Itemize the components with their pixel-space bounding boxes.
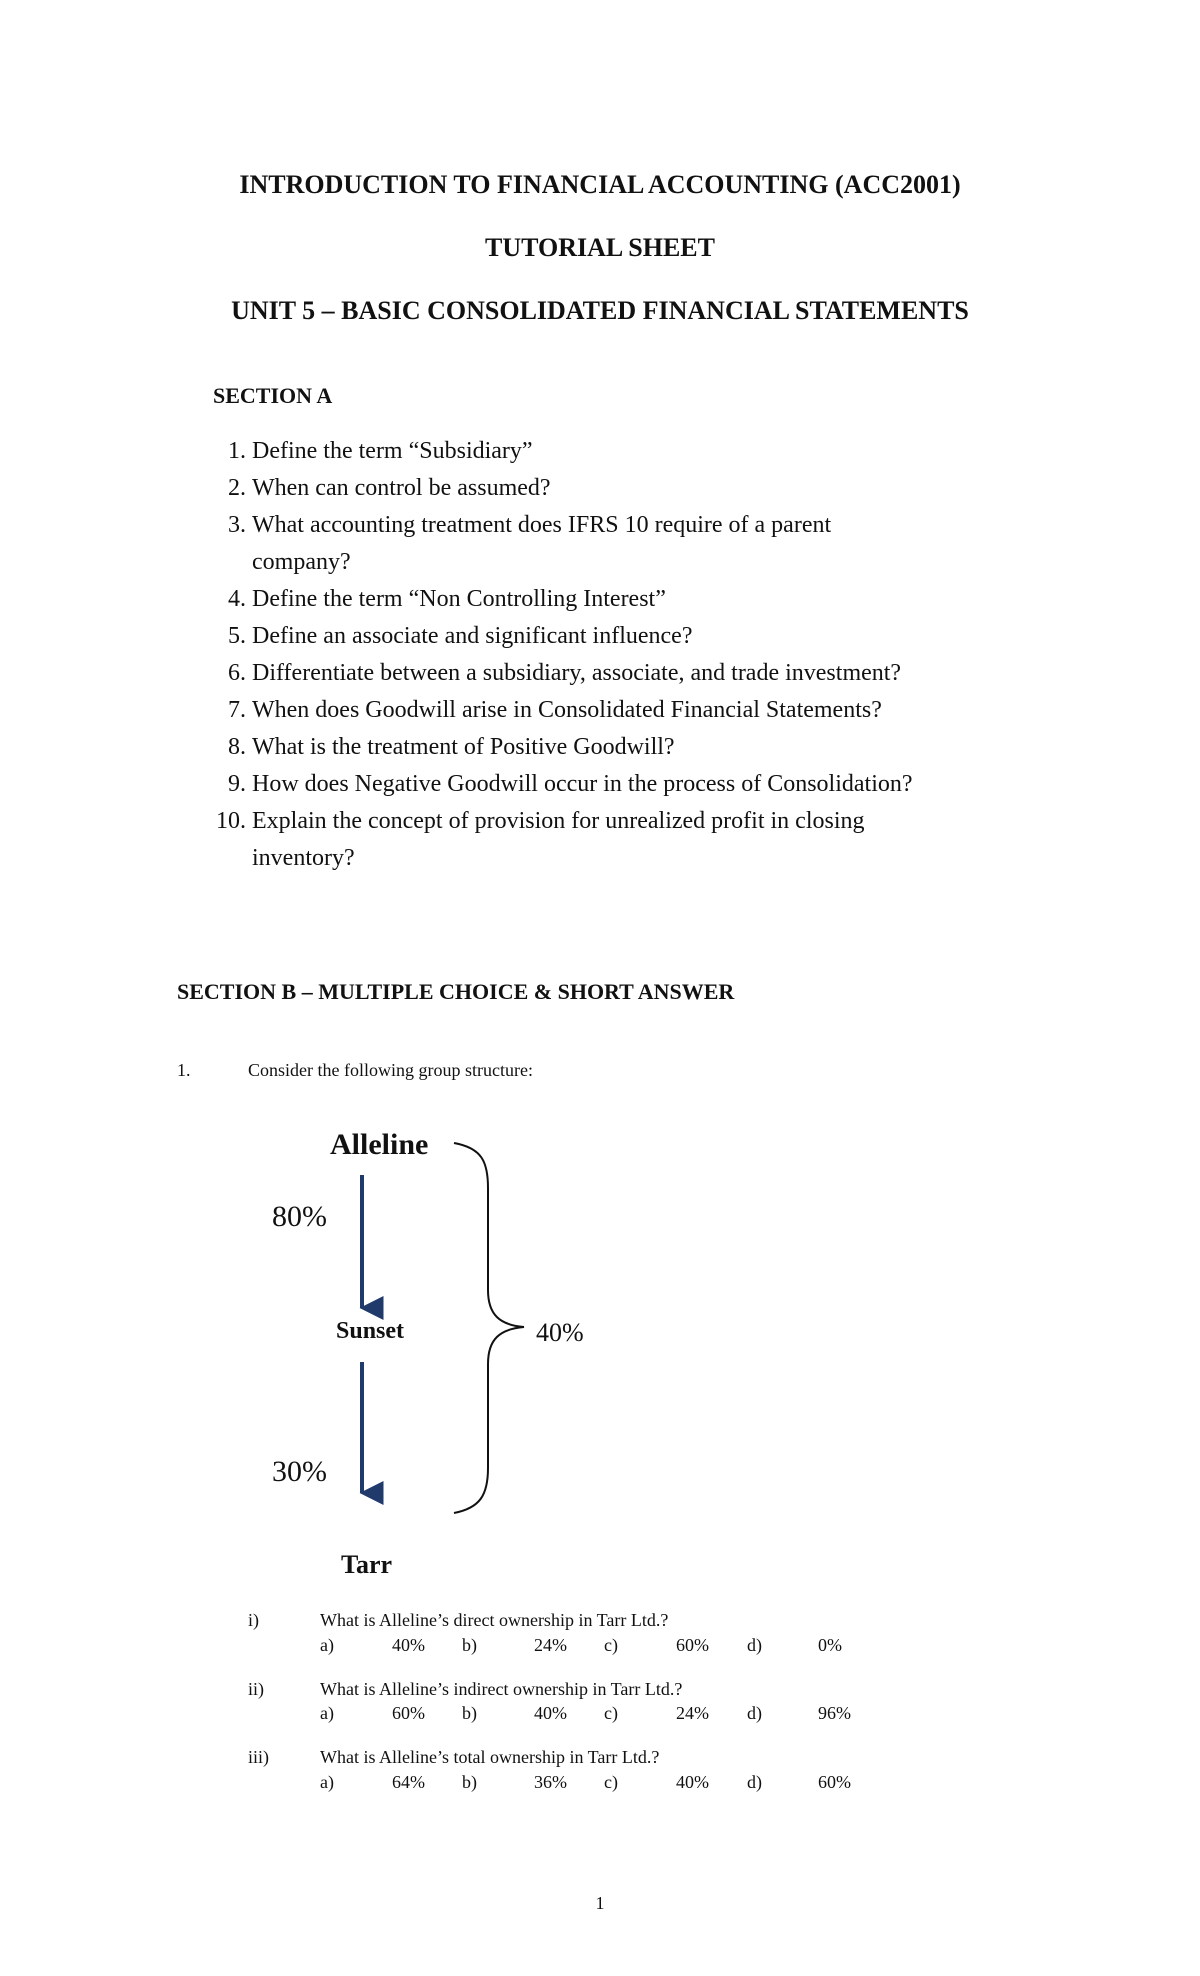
curly-brace-direct-ownership [454,1143,524,1513]
option-d-value: 96% [818,1703,851,1723]
subquestion-text: What is Alleline’s indirect ownership in Tarr Ltd.? [320,1679,683,1699]
question-text: What is the treatment of Positive Goodwill? [252,734,675,760]
option-d-label: d) [747,1703,762,1723]
question-text: When can control be assumed? [252,475,551,501]
question-text: Differentiate between a subsidiary, associate, and trade investment? [252,660,902,686]
option-c-value: 24% [676,1703,709,1723]
question-text: Explain the concept of provision for unrealized profit in closing [252,808,865,834]
option-a-label: a) [320,1772,334,1792]
section-b-heading: SECTION B – MULTIPLE CHOICE & SHORT ANSWER [177,979,735,1004]
subquestion-text: What is Alleline’s direct ownership in Tarr Ltd.? [320,1610,669,1630]
option-a-label: a) [320,1635,334,1655]
option-b-label: b) [462,1635,477,1655]
option-c-value: 40% [676,1772,709,1792]
subquestion-text: What is Alleline’s total ownership in Tarr Ltd.? [320,1747,660,1767]
subquestion-ii [248,1679,948,1729]
question-text: Define the term “Subsidiary” [252,438,533,464]
subquestion-iii [248,1747,948,1797]
page-number: 1 [595,1893,605,1913]
subquestion-label: iii) [248,1747,269,1767]
question-number: 6. [228,660,246,686]
option-c-value: 60% [676,1635,709,1655]
subquestion-i [248,1610,948,1660]
option-a-value: 60% [392,1703,425,1723]
sheet-title: TUTORIAL SHEET [484,233,715,262]
option-b-value: 24% [534,1635,567,1655]
option-a-value: 64% [392,1772,425,1792]
option-d-value: 0% [818,1635,842,1655]
option-c-label: c) [604,1772,618,1792]
question-number: 5. [228,623,246,649]
section-b-question-text: Consider the following group structure: [248,1060,533,1080]
question-text: When does Goodwill arise in Consolidated Financial Statements? [252,697,882,723]
question-number: 1. [228,438,246,464]
unit-title: UNIT 5 – BASIC CONSOLIDATED FINANCIAL STATEMENTS [231,296,969,325]
pct-sunset-tarr: 30% [272,1455,327,1488]
option-d-label: d) [747,1635,762,1655]
pct-alleline-sunset: 80% [272,1200,327,1233]
section-b-question-number: 1. [177,1060,191,1080]
company-tarr: Tarr [341,1550,393,1579]
course-title: INTRODUCTION TO FINANCIAL ACCOUNTING (ACC2001) [239,170,961,199]
option-b-value: 36% [534,1772,567,1792]
question-number: 7. [228,697,246,723]
option-b-label: b) [462,1703,477,1723]
question-number: 4. [228,586,246,612]
question-text: How does Negative Goodwill occur in the process of Consolidation? [252,771,913,797]
subquestion-label: ii) [248,1679,264,1699]
question-number: 9. [228,771,246,797]
option-b-value: 40% [534,1703,567,1723]
question-text: Define an associate and significant influence? [252,623,693,649]
question-number: 10. [216,808,246,834]
question-text: Define the term “Non Controlling Interest” [252,586,666,612]
question-text: What accounting treatment does IFRS 10 require of a parent [252,512,832,538]
company-alleline: Alleline [330,1128,429,1161]
question-number: 2. [228,475,246,501]
option-b-label: b) [462,1772,477,1792]
option-a-label: a) [320,1703,334,1723]
section-a-heading: SECTION A [213,383,333,408]
option-d-label: d) [747,1772,762,1792]
company-sunset: Sunset [336,1318,405,1344]
option-c-label: c) [604,1635,618,1655]
option-a-value: 40% [392,1635,425,1655]
subquestion-label: i) [248,1610,259,1630]
option-c-label: c) [604,1703,618,1723]
option-d-value: 60% [818,1772,851,1792]
pct-alleline-tarr-direct: 40% [536,1318,584,1347]
question-text: inventory? [252,845,355,871]
question-number: 3. [228,512,246,538]
question-text: company? [252,549,351,575]
question-number: 8. [228,734,246,760]
